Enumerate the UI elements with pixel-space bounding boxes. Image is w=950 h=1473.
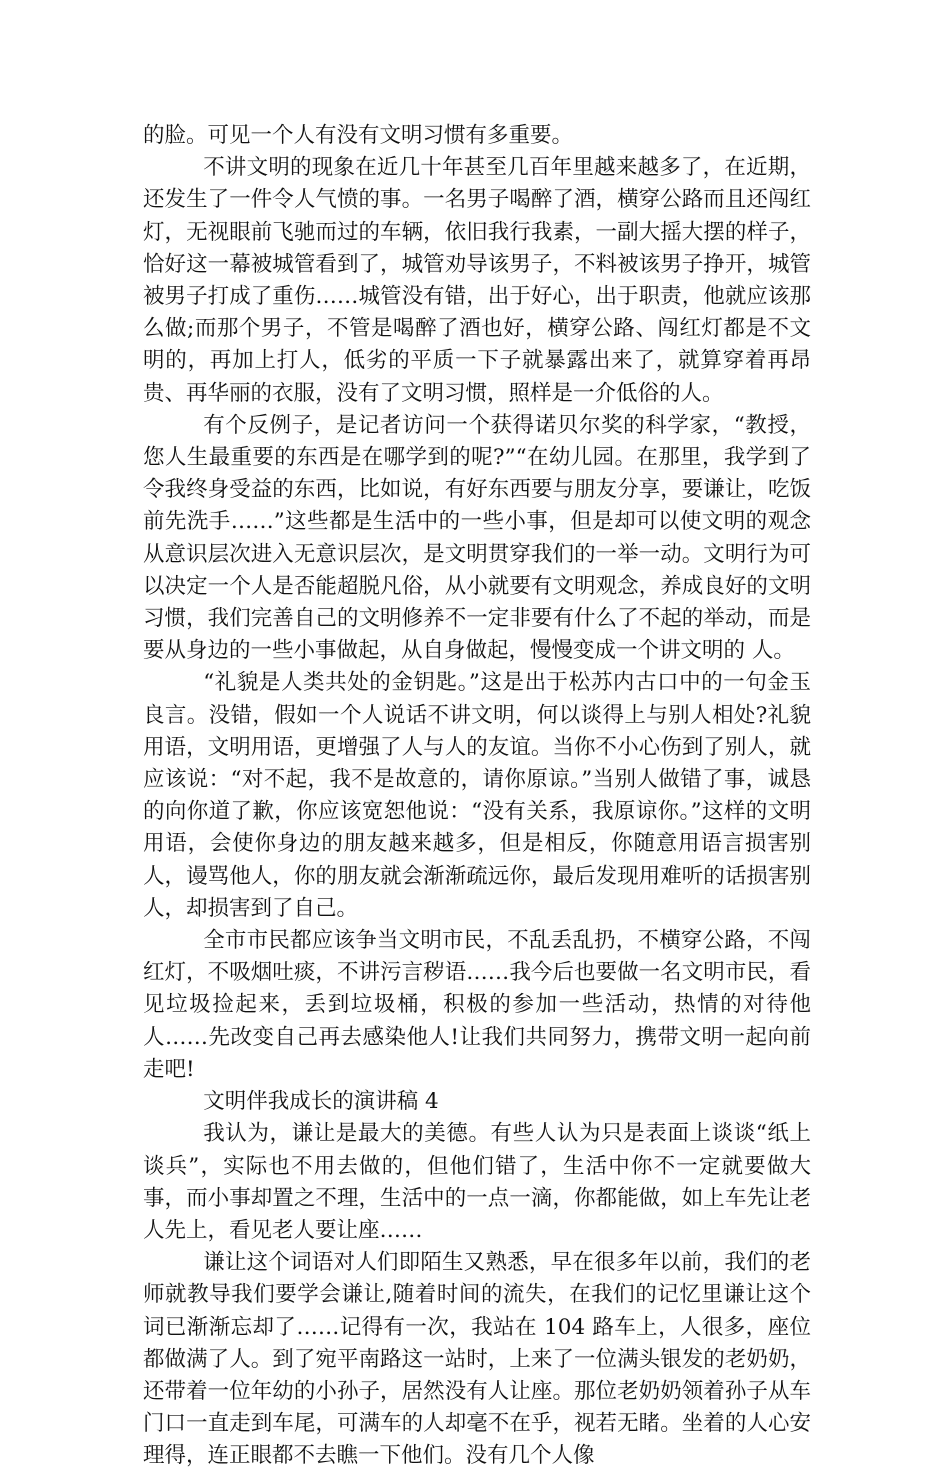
paragraph-6: 我认为，谦让是最大的美德。有些人认为只是表面上谈谈“纸上谈兵”，实际也不用去做的，但他们错了，生活中你不一定就要做大事，而小事却置之不理，生活中的一点一滴，你都能做，如上车先让老人先上，看见老人要让座…… bbox=[143, 1121, 811, 1243]
paragraph-7: 谦让这个词语对人们即陌生又熟悉，早在很多年以前，我们的老师就教导我们要学会谦让,随着时间的流失，在我们的记忆里谦让这个词已渐渐忘却了……记得有一次，我站在 104 路车上，人很多，座位都做满了人。到了宛平南路这一站时，上来了一位满头银发的老奶奶，还带着一位年幼的小孙子，居然没有人让座。那位老奶奶领着孙子从车门口一直走到车尾，可满车的人却毫不在乎，视若无睹。坐着的人心安理得，连正眼都不去瞧一下他们。没有几个人像 bbox=[143, 1250, 811, 1469]
paragraph-5: 全市市民都应该争当文明市民，不乱丢乱扔，不横穿公路，不闯红灯，不吸烟吐痰，不讲污言秽语……我今后也要做一名文明市民，看见垃圾捡起来，丢到垃圾桶，积极的参加一些活动，热情的对待他人……先改变自己再去感染他人!让我们共同努力，携带文明一起向前走吧! bbox=[143, 928, 811, 1082]
paragraph-3: 有个反例子，是记者访问一个获得诺贝尔奖的科学家，“教授，您人生最重要的东西是在哪学到的呢?”“在幼儿园。在那里，我学到了令我终身受益的东西，比如说，有好东西要与朋友分享，要谦让，吃饭前先洗手……”这些都是生活中的一些小事，但是却可以使文明的观念从意识层次进入无意识层次，是文明贯穿我们的一举一动。文明行为可以决定一个人是否能超脱凡俗，从小就要有文明观念，养成良好的文明习惯，我们完善自己的文明修养不一定非要有什么了不起的举动，而是要从身边的一些小事做起，从自身做起，慢慢变成一个讲文明的 人。 bbox=[143, 412, 811, 664]
paragraph-2: 不讲文明的现象在近几十年甚至几百年里越来越多了，在近期，还发生了一件令人气愤的事。一名男子喝醉了酒，横穿公路而且还闯红灯，无视眼前飞驰而过的车辆，依旧我行我素，一副大摇大摆的样子，恰好这一幕被城管看到了，城管劝导该男子，不料被该男子挣开，城管被男子打成了重伤……城管没有错，出于好心，出于职责，他就应该那么做;而那个男子，不管是喝醉了酒也好，横穿公路、闯红灯都是不文明的，再加上打人，低劣的平质一下子就暴露出来了，就算穿着再昂贵、再华丽的衣服，没有了文明习惯，照样是一介低俗的人。 bbox=[143, 155, 811, 406]
document-body bbox=[143, 120, 811, 1473]
section-heading: 文明伴我成长的演讲稿 4 bbox=[203, 1089, 439, 1115]
paragraph-4: “礼貌是人类共处的金钥匙。”这是出于松苏内古口中的一句金玉良言。没错，假如一个人说话不讲文明，何以谈得上与别人相处?礼貌用语，文明用语，更增强了人与人的友谊。当你不小心伤到了别人，就应该说：“对不起，我不是故意的，请你原谅。”当别人做错了事，诚恳的向你道了歉，你应该宽恕他说：“没有关系，我原谅你。”这样的文明用语，会使你身边的朋友越来越多，但是相反，你随意用语言损害别人，谩骂他人，你的朋友就会渐渐疏远你，最后发现用难听的话损害别人，却损害到了自己。 bbox=[143, 670, 811, 921]
paragraph-1: 的脸。可见一个人有没有文明习惯有多重要。 bbox=[143, 123, 574, 148]
